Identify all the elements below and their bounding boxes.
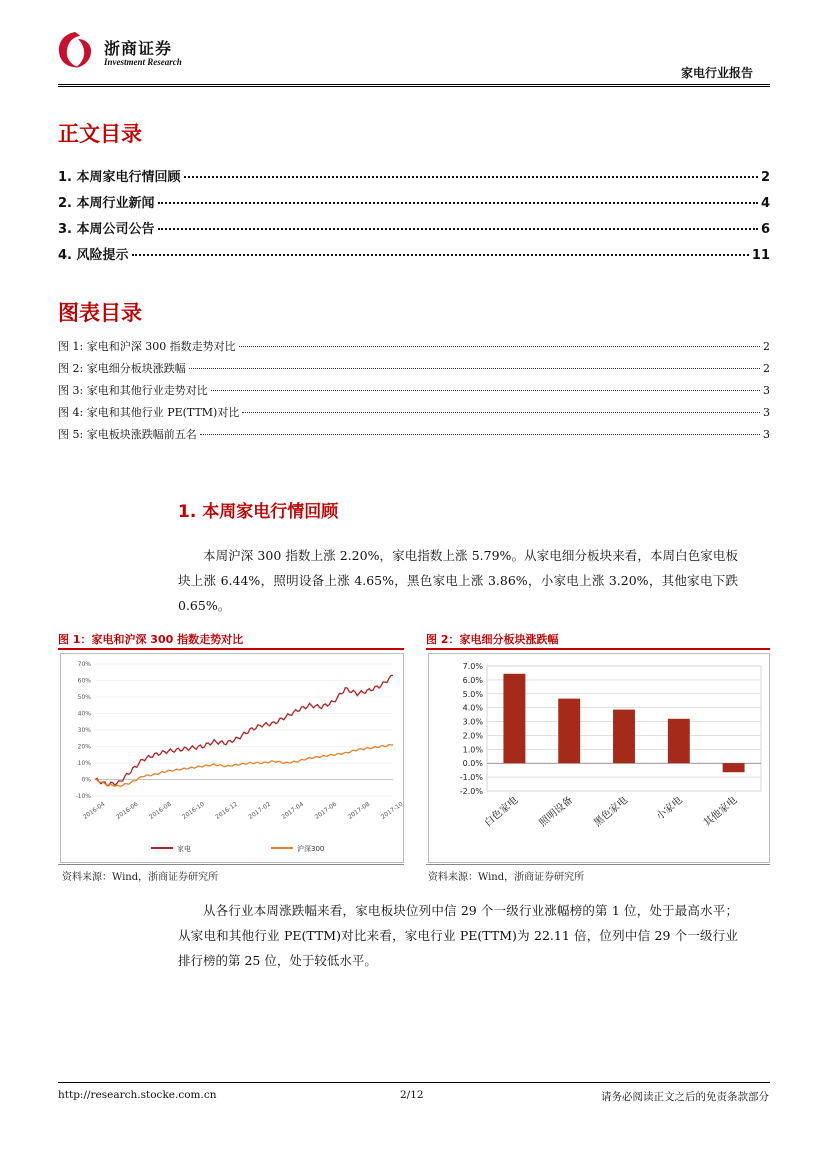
x-tick-label: 2017-08 bbox=[346, 800, 372, 821]
figure-list-item[interactable] bbox=[58, 338, 770, 354]
y-tick-label: 30% bbox=[77, 727, 91, 734]
toc-leader bbox=[132, 254, 749, 256]
legend-label: 家电 bbox=[177, 845, 191, 853]
company-logo-icon bbox=[54, 30, 96, 70]
toc-leader bbox=[184, 176, 758, 178]
bar bbox=[668, 719, 690, 763]
figure1-source-rule bbox=[58, 864, 404, 865]
toc-item-page: 6 bbox=[760, 222, 770, 237]
y-tick-label: 20% bbox=[77, 743, 91, 751]
figure-list-leader bbox=[211, 390, 760, 391]
toc-leader bbox=[158, 202, 758, 204]
y-tick-label: 60% bbox=[77, 677, 91, 685]
category-label: 其他家电 bbox=[701, 794, 740, 830]
figure-list-title: 图表目录 bbox=[58, 301, 142, 325]
figure-list-label: 图 4: 家电和其他行业 PE(TTM)对比 bbox=[58, 406, 240, 419]
category-label: 黑色家电 bbox=[592, 794, 630, 830]
bar bbox=[613, 710, 635, 764]
y-tick-label: 1.0% bbox=[462, 745, 483, 755]
toc-item[interactable] bbox=[58, 244, 770, 263]
y-tick-label: 0% bbox=[81, 776, 91, 784]
figure-list-item[interactable] bbox=[58, 426, 770, 442]
figure2-source: 资料来源：Wind，浙商证券研究所 bbox=[428, 872, 585, 883]
y-tick-label: 0.0% bbox=[462, 759, 483, 769]
category-label: 白色家电 bbox=[482, 794, 521, 830]
x-tick-label: 2017-10 bbox=[379, 800, 403, 821]
toc-item-label: 4. 风险提示 bbox=[58, 248, 129, 263]
section-paragraph-1: 本周沪深 300 指数上涨 2.20%，家电指数上涨 5.79%。从家电细分板块来看，本周白色家电板块上涨 6.44%，照明设备上涨 4.65%，黑色家电上涨 3.86%，小家电上涨 3.20%，其他家电下跌 0.65%。 bbox=[178, 548, 738, 613]
footer-url[interactable]: http://research.stocke.com.cn bbox=[58, 1089, 217, 1101]
x-tick-label: 2016-12 bbox=[214, 800, 239, 821]
y-tick-label: 6.0% bbox=[462, 675, 483, 685]
figure-list-label: 图 3: 家电和其他行业走势对比 bbox=[58, 384, 208, 397]
x-tick-label: 2017-04 bbox=[280, 800, 306, 821]
y-tick-label: 10% bbox=[77, 760, 91, 767]
x-tick-label: 2017-02 bbox=[247, 800, 272, 821]
figure1-chart-frame bbox=[60, 653, 404, 863]
toc-item-label: 1. 本周家电行情回顾 bbox=[58, 170, 181, 185]
figure-list-item[interactable] bbox=[58, 382, 770, 398]
company-name-cn: 浙商证券 bbox=[104, 39, 173, 58]
x-tick-label: 2016-04 bbox=[81, 800, 107, 821]
bar bbox=[723, 763, 745, 772]
figure-list-page: 2 bbox=[763, 362, 770, 375]
figure1-caption-rule bbox=[58, 648, 404, 650]
y-tick-label: 2.0% bbox=[462, 731, 483, 741]
figure1-source: 资料来源：Wind，浙商证券研究所 bbox=[62, 872, 219, 883]
figure-list-leader bbox=[200, 434, 760, 435]
y-tick-label: 40% bbox=[77, 710, 91, 718]
toc-item-label: 3. 本周公司公告 bbox=[58, 222, 155, 237]
y-tick-label: 50% bbox=[77, 694, 91, 701]
y-tick-label: 5.0% bbox=[462, 689, 483, 699]
figure-list-page: 3 bbox=[763, 428, 770, 441]
legend-label: 沪深300 bbox=[297, 845, 325, 853]
footer-page-number: 2/12 bbox=[400, 1089, 424, 1101]
figure-list-item[interactable] bbox=[58, 404, 770, 420]
figure-list-label: 图 1: 家电和沪深 300 指数走势对比 bbox=[58, 340, 236, 353]
bar-chart bbox=[429, 654, 769, 862]
series-line-csi300 bbox=[95, 745, 393, 787]
toc-item-page: 11 bbox=[751, 248, 770, 263]
figure-list-item[interactable] bbox=[58, 360, 770, 376]
toc-item-page: 4 bbox=[760, 196, 770, 211]
bar bbox=[503, 674, 525, 763]
section-heading: 1. 本周家电行情回顾 bbox=[178, 502, 339, 522]
report-type: 家电行业报告 bbox=[680, 66, 753, 80]
toc-item[interactable] bbox=[58, 166, 770, 185]
x-tick-label: 2016-08 bbox=[148, 800, 173, 821]
y-tick-label: 3.0% bbox=[462, 717, 483, 727]
figure1-caption: 图 1：家电和沪深 300 指数走势对比 bbox=[58, 633, 244, 646]
figure2-caption-rule bbox=[426, 648, 770, 650]
header-divider bbox=[58, 84, 770, 85]
y-tick-label: 4.0% bbox=[462, 703, 483, 713]
category-label: 小家电 bbox=[654, 794, 685, 823]
figure-list-leader bbox=[189, 368, 760, 369]
figure-list-label: 图 2: 家电细分板块涨跌幅 bbox=[58, 362, 186, 375]
x-tick-label: 2016-06 bbox=[114, 800, 140, 821]
toc-item[interactable] bbox=[58, 218, 770, 237]
section-paragraph-2: 从各行业本周涨跌幅来看，家电板块位列中信 29 个一级行业涨幅榜的第 1 位，处于最高水平；从家电和其他行业 PE(TTM)对比来看，家电行业 PE(TTM)为 22.11 倍，位列中信 29 个一级行业排行榜的第 25 位，处于较低水平。 bbox=[178, 903, 738, 968]
toc-item-page: 2 bbox=[760, 170, 770, 185]
line-chart bbox=[61, 654, 403, 862]
toc-title: 正文目录 bbox=[58, 122, 142, 146]
toc-item[interactable] bbox=[58, 192, 770, 211]
figure2-source-rule bbox=[426, 864, 770, 865]
company-name-en: Investment Research bbox=[104, 57, 182, 67]
figure-list-page: 3 bbox=[763, 384, 770, 397]
figure2-caption: 图 2：家电细分板块涨跌幅 bbox=[426, 633, 559, 646]
figure-list-label: 图 5: 家电板块涨跌幅前五名 bbox=[58, 428, 197, 441]
figure-list-page: 2 bbox=[763, 340, 770, 353]
figure2-chart-frame bbox=[428, 653, 770, 863]
header-divider-2 bbox=[58, 86, 770, 87]
y-tick-label: 70% bbox=[77, 661, 91, 668]
x-tick-label: 2017-06 bbox=[313, 800, 339, 821]
x-tick-label: 2016-10 bbox=[181, 800, 206, 821]
footer-divider bbox=[58, 1082, 770, 1083]
figure-list-page: 3 bbox=[763, 406, 770, 419]
bar bbox=[558, 699, 580, 764]
footer-disclaimer: 请务必阅读正文之后的免责条款部分 bbox=[601, 1091, 769, 1103]
y-tick-label: -2.0% bbox=[459, 787, 483, 796]
toc-leader bbox=[158, 228, 758, 230]
series-line-appliance bbox=[95, 675, 393, 785]
y-tick-label: -10% bbox=[75, 793, 91, 800]
figure-list-leader bbox=[239, 346, 760, 347]
toc-item-label: 2. 本周行业新闻 bbox=[58, 196, 155, 211]
category-label: 照明设备 bbox=[537, 794, 576, 830]
y-tick-label: -1.0% bbox=[459, 773, 483, 783]
figure-list-leader bbox=[242, 412, 760, 413]
y-tick-label: 7.0% bbox=[462, 662, 483, 671]
